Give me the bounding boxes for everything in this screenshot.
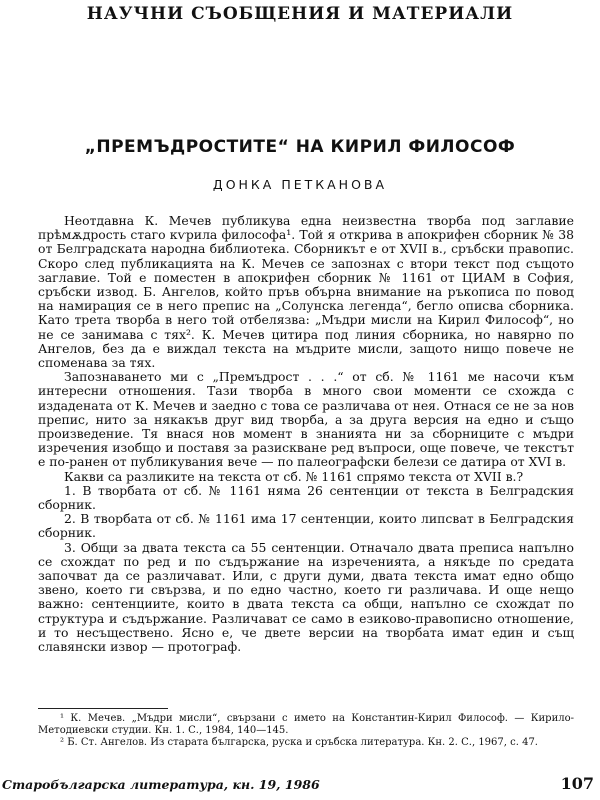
page-number: 107 <box>560 774 594 793</box>
section-heading: НАУЧНИ СЪОБЩЕНИЯ И МАТЕРИАЛИ <box>86 4 514 24</box>
body-paragraph: 1. В творбата от сб. № 1161 няма 26 сентенции от текста в Белградския сборник. <box>38 482 574 513</box>
footnote-divider <box>38 708 168 709</box>
article-body <box>38 214 574 654</box>
author-name: ДОНКА ПЕТКАНОВА <box>212 177 388 192</box>
body-paragraph: Какви са разликите на текста от сб. № 1161 спрямо текста от XVII в.? <box>64 468 524 484</box>
footnotes <box>38 713 574 749</box>
body-paragraph: 3. Общи за двата текста са 55 сентенции. Отначало двата преписа напълно се схождат по ред и по съдържание на изреченията, а някъде по средата започват да се различават. Или, с други думи, двата текста имат едно общо звено, което ги свързва, и по едно частно, което ги различава. И още нещо важно: сентенциите, които в двата текста са общи, напълно се схождат по структура и съдържание. Различават се само в езиково-правописно отношение, и то несъществено. Ясно е, че двете версии на творбата имат един и същ славянски извор — протограф. <box>38 539 574 655</box>
body-paragraph: Запознаването ми с „Премъдрост . . .“ от сб. № 1161 ме насочи към интересни отношения. Тази творба в много свои моменти се схожда с издадената от К. Мечев и заедно с това се различава от нея. Отнася се не за нов препис, нито за някакъв друг вид творба, а за друга версия на едно и също произведение. Тя внася нов момент в знанията ни за сборниците с мъдри изречения изобщо и поставя за разискване ред въпроси, още повече, че текстът е по-ранен от публикувания вече — по палеографски белези се датира от XVI в. <box>38 369 574 470</box>
page-footer <box>0 774 600 797</box>
body-paragraph: 2. В творбата от сб. № 1161 има 17 сентенции, които липсват в Белградския сборник. <box>38 511 574 541</box>
journal-citation: Старобългарска литература, кн. 19, 1986 <box>2 777 320 792</box>
body-paragraph: Неотдавна К. Мечев публикува една неизвестна творба под заглавие прѣмѫдрость стаго кѵрила философа¹. Той я открива в апокрифен сборник № 38 от Белградската народна библиотека. Сборникът е от XVII в., сръбски правопис. Скоро след публикацията на К. Мечев се запознах с втори текст под същото заглавие. Той е поместен в апокрифен сборник № 1161 от ЦИАМ в София, сръбски извод. Б. Ангелов, който пръв обърна внимание на ръкописа по повод на намирация се в него препис на „Солунска легенда“, бегло описва сборника. Като трета творба в него той отбелязва: „Мъдри мисли на Кирил Философ“, но не се занимава с тях². К. Мечев цитира под линия сборника, но навярно по Ангелов, без да е виждал текста на мъдрите мисли, защото нищо повече не споменава за тях. <box>38 213 574 371</box>
footnote: ¹ К. Мечев. „Мъдри мисли“, свързани с името на Константин-Кирил Философ. — Кирило-Методиевски студии. Кн. 1. С., 1984, 140—145. <box>38 713 574 736</box>
article-title: „ПРЕМЪДРОСТИТЕ“ НА КИРИЛ ФИЛОСОФ <box>84 137 516 157</box>
footnote: ² Б. Ст. Ангелов. Из старата българска, руска и сръбска литература. Кн. 2. С., 1967, с. 47. <box>60 737 538 748</box>
